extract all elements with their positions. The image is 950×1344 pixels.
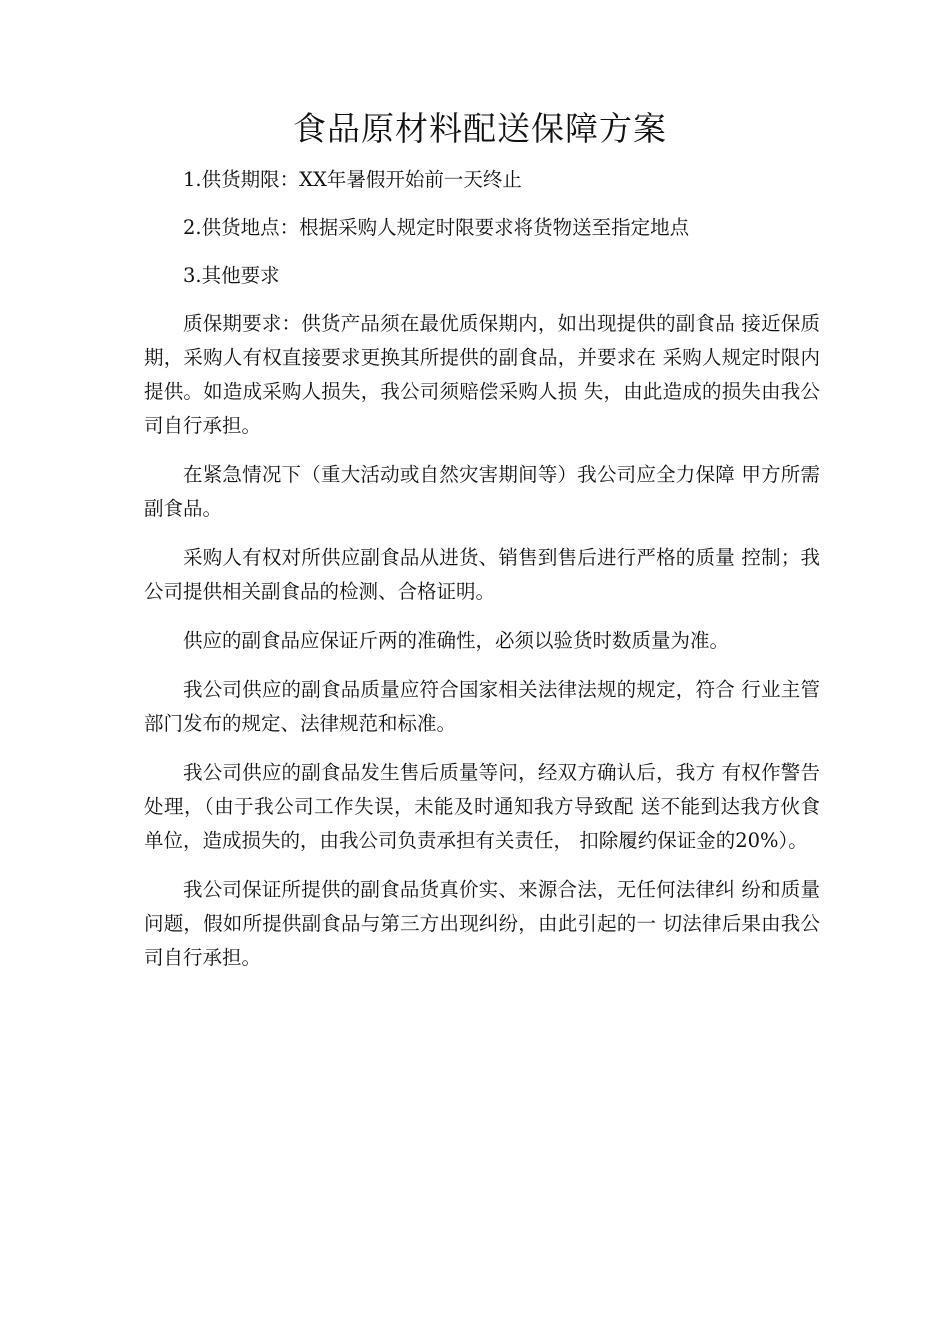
quality-control-paragraph: 采购人有权对所供应副食品从进货、销售到售后进行严格的质量 控制；我公司提供相关副食品的检测、合格证明。 xyxy=(144,546,820,603)
document-body xyxy=(144,163,820,990)
supply-period-paragraph: 1.供货期限：XX年暑假开始前一天终止 xyxy=(183,168,522,191)
after-sales-paragraph: 我公司供应的副食品发生售后质量等问，经双方确认后，我方 有权作警告处理，（由于我公司工作失误，未能及时通知我方导致配 送不能到达我方伙食单位，造成损失的，由我公司负责承担有关责任， 扣除履约保证金的20%）。 xyxy=(144,761,820,852)
weight-accuracy-paragraph: 供应的副食品应保证斤两的准确性，必须以验货时数质量为准。 xyxy=(183,629,730,652)
legal-guarantee-paragraph: 我公司保证所提供的副食品货真价实、来源合法，无任何法律纠 纷和质量问题，假如所提供副食品与第三方出现纠纷，由此引起的一 切法律后果由我公司自行承担。 xyxy=(144,878,820,969)
other-requirements-heading: 3.其他要求 xyxy=(183,264,280,287)
emergency-paragraph: 在紧急情况下（重大活动或自然灾害期间等）我公司应全力保障 甲方所需副食品。 xyxy=(144,463,820,520)
document-title: 食品原材料配送保障方案 xyxy=(293,109,667,148)
supply-location-paragraph: 2.供货地点：根据采购人规定时限要求将货物送至指定地点 xyxy=(183,216,690,239)
shelf-life-paragraph: 质保期要求：供货产品须在最优质保期内，如出现提供的副食品 接近保质期，采购人有权直接要求更换其所提供的副食品，并要求在 采购人规定时限内提供。如造成采购人损失，我公司须赔偿采购人损 失，由此造成的损失由我公司自行承担。 xyxy=(144,312,820,437)
regulation-compliance-paragraph: 我公司供应的副食品质量应符合国家相关法律法规的规定，符合 行业主管部门发布的规定、法律规范和标准。 xyxy=(144,678,820,735)
